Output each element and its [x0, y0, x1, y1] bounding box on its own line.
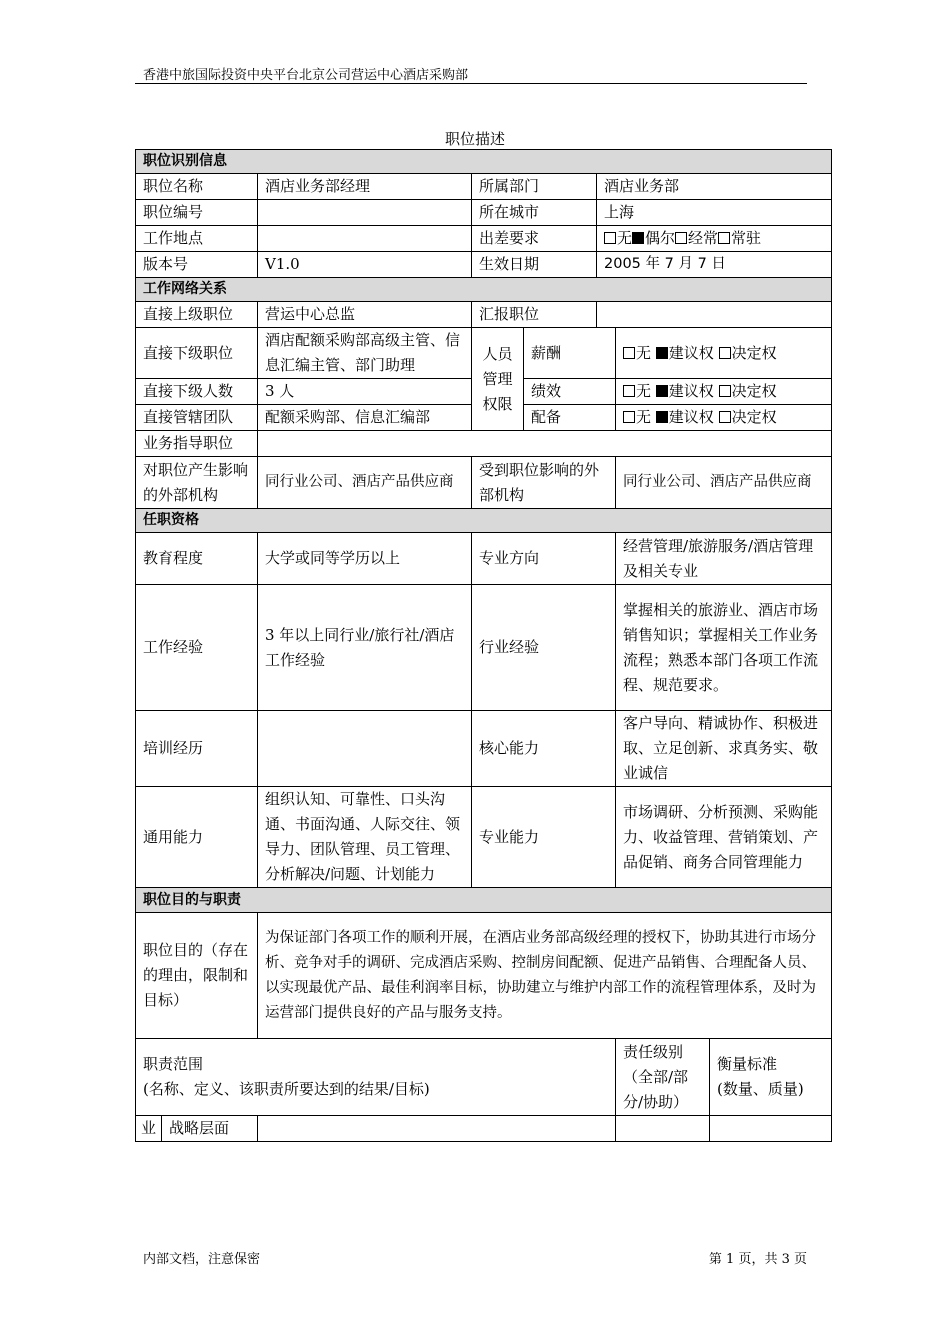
staffing-options [616, 405, 832, 431]
influenced-label: 受到职位影响的外部机构 [472, 457, 616, 509]
performance-label: 绩效 [524, 379, 616, 405]
sub-count-label: 直接下级人数 [136, 379, 258, 405]
experience-value: 3 年以上同行业/旅行社/酒店工作经验 [258, 585, 472, 711]
experience-label: 工作经验 [136, 585, 258, 711]
travel-options [597, 226, 832, 252]
purpose-text: 为保证部门各项工作的顺利开展，在酒店业务部高级经理的授权下，协助其进行市场分析、竞争对手的调研、完成酒店采购、控制房间配额、促进产品销售、合理配备人员、以实现最优产品、最佳利润率目标，协助建立与维护内部工作的流程管理体系，及时为运营部门提供良好的产品与服务支持。 [258, 913, 832, 1039]
footer-page-number: 第 1 页，共 3 页 [708, 1252, 807, 1267]
section-network: 工作网络关系 [136, 278, 832, 302]
performance-opt-checkbox-0 [623, 385, 635, 397]
salary-options [616, 328, 832, 379]
level-desc: （全部/部分/协助） [623, 1067, 689, 1111]
city-value: 上海 [597, 200, 832, 226]
staffing-opt-checkbox-0 [623, 411, 635, 423]
salary-opt-label-2: 决定权 [731, 343, 777, 362]
staffing-opt-checkbox-2 [719, 411, 731, 423]
position-name-value: 酒店业务部经理 [258, 174, 472, 200]
salary-opt-label-1: 建议权 [668, 343, 714, 362]
section-id-info: 职位识别信息 [136, 150, 832, 174]
guidance-value [258, 431, 832, 457]
document-title: 职位描述 [444, 130, 505, 148]
effective-date-label: 生效日期 [472, 252, 597, 278]
section-purpose: 职位目的与职责 [136, 888, 832, 913]
superior-value: 营运中心总监 [258, 302, 472, 328]
scope-desc: (名称、定义、该职责所要达到的结果/目标) [143, 1080, 430, 1098]
measure-desc: (数量、质量) [717, 1080, 804, 1098]
major-value: 经营管理/旅游服务/酒店管理及相关专业 [616, 533, 832, 585]
staffing-opt-label-2: 决定权 [731, 408, 777, 426]
training-value [258, 711, 472, 787]
travel-opt-label-2: 经常 [688, 229, 719, 247]
performance-opt-label-2: 决定权 [731, 382, 777, 400]
header-divider [135, 83, 807, 84]
salary-opt-checkbox-2 [719, 347, 731, 359]
professional-value: 市场调研、分析预测、采购能力、收益管理、营销策划、产品促销、商务合同管理能力 [616, 787, 832, 888]
staffing-opt-checkbox-1 [656, 411, 668, 423]
external-influence-label: 对职位产生影响的外部机构 [136, 457, 258, 509]
row-strategy: 战略层面 [162, 1116, 258, 1142]
version-value: V1.0 [258, 252, 472, 278]
external-influence-value: 同行业公司、酒店产品供应商 [258, 457, 472, 509]
superior-label: 直接上级职位 [136, 302, 258, 328]
guidance-label: 业务指导职位 [136, 431, 258, 457]
salary-opt-label-0: 无 [636, 343, 652, 362]
row-category: 业 [136, 1116, 162, 1142]
salary-opt-checkbox-0 [623, 347, 635, 359]
performance-options [616, 379, 832, 405]
footer-confidential: 内部文档，注意保密 [143, 1252, 261, 1267]
location-label: 工作地点 [136, 226, 258, 252]
job-description-table [135, 149, 832, 1142]
travel-opt-checkbox-2 [675, 232, 687, 244]
section-qualification: 任职资格 [136, 509, 832, 533]
row-strategy-level [616, 1116, 710, 1142]
position-name-label: 职位名称 [136, 174, 258, 200]
report-label: 汇报职位 [472, 302, 597, 328]
team-label: 直接管辖团队 [136, 405, 258, 431]
core-value: 客户导向、精诚协作、积极进取、立足创新、求真务实、敬业诚信 [616, 711, 832, 787]
position-no-label: 职位编号 [136, 200, 258, 226]
staffing-label: 配备 [524, 405, 616, 431]
salary-label: 薪酬 [524, 328, 616, 379]
sub-count-value: 3 人 [258, 379, 472, 405]
travel-opt-label-1: 偶尔 [645, 229, 676, 247]
training-label: 培训经历 [136, 711, 258, 787]
team-value: 配额采购部、信息汇编部 [258, 405, 472, 431]
salary-opt-checkbox-1 [656, 347, 668, 359]
core-label: 核心能力 [472, 711, 616, 787]
travel-label: 出差要求 [472, 226, 597, 252]
travel-opt-checkbox-0 [604, 232, 616, 244]
industry-value: 掌握相关的旅游业、酒店市场销售知识；掌握相关工作业务流程；熟悉本部门各项工作流程、规范要求。 [616, 585, 832, 711]
performance-opt-label-0: 无 [636, 382, 652, 400]
row-strategy-measure [710, 1116, 832, 1142]
travel-opt-label-0: 无 [617, 229, 633, 247]
dept-label: 所属部门 [472, 174, 597, 200]
major-label: 专业方向 [472, 533, 616, 585]
education-value: 大学或同等学历以上 [258, 533, 472, 585]
performance-opt-label-1: 建议权 [668, 382, 714, 400]
influenced-value: 同行业公司、酒店产品供应商 [616, 457, 832, 509]
scope-label: 职责范围 [143, 1055, 204, 1073]
general-value: 组织认知、可靠性、口头沟通、书面沟通、人际交往、领导力、团队管理、员工管理、分析解决/问题、计划能力 [258, 787, 472, 888]
document-header: 香港中旅国际投资中央平台北京公司营运中心酒店采购部 [143, 68, 469, 83]
scope-header [136, 1039, 616, 1116]
purpose-label: 职位目的（存在的理由，限制和目标） [136, 913, 258, 1039]
professional-label: 专业能力 [472, 787, 616, 888]
report-value [597, 302, 832, 328]
measure-label: 衡量标准 [717, 1055, 778, 1073]
subordinate-value: 酒店配额采购部高级主管、信息汇编主管、部门助理 [258, 328, 472, 379]
row-strategy-desc [258, 1116, 616, 1142]
version-label: 版本号 [136, 252, 258, 278]
subordinate-label: 直接下级职位 [136, 328, 258, 379]
travel-opt-checkbox-1 [632, 232, 644, 244]
city-label: 所在城市 [472, 200, 597, 226]
level-label: 责任级别 [623, 1042, 684, 1061]
staffing-opt-label-0: 无 [636, 408, 652, 426]
performance-opt-checkbox-1 [656, 385, 668, 397]
hr-authority-label: 人员管理权限 [472, 328, 524, 431]
measure-header [710, 1039, 832, 1116]
industry-label: 行业经验 [472, 585, 616, 711]
travel-opt-label-3: 常驻 [731, 229, 762, 247]
effective-date-value: 2005 年 7 月 7 日 [597, 252, 832, 278]
performance-opt-checkbox-2 [719, 385, 731, 397]
travel-opt-checkbox-3 [718, 232, 730, 244]
staffing-opt-label-1: 建议权 [668, 408, 714, 426]
level-header [616, 1039, 710, 1116]
education-label: 教育程度 [136, 533, 258, 585]
position-no-value [258, 200, 472, 226]
dept-value: 酒店业务部 [597, 174, 832, 200]
location-value [258, 226, 472, 252]
general-label: 通用能力 [136, 787, 258, 888]
